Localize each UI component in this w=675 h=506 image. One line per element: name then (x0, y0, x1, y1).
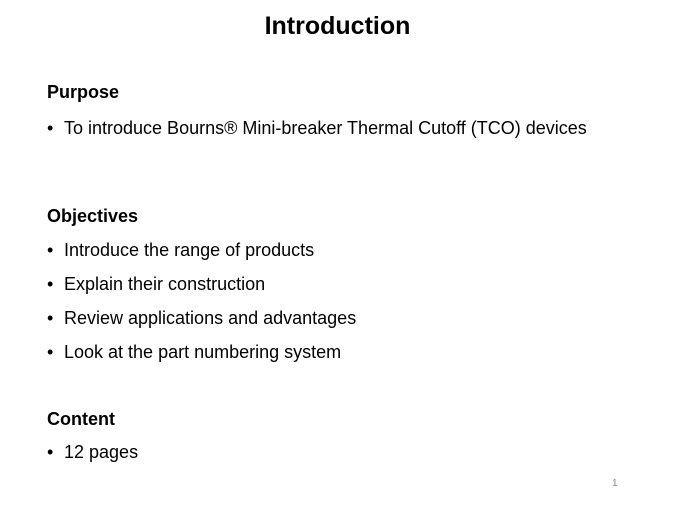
slide-title: Introduction (264, 12, 411, 40)
content-item-pages: • 12 pages (47, 441, 627, 463)
content-list (47, 441, 627, 463)
content-section (47, 408, 627, 463)
objectives-section (47, 205, 627, 363)
purpose-item: • To introduce Bourns® Mini-breaker Thermal Cutoff (TCO) devices (47, 117, 627, 139)
purpose-list (47, 117, 627, 139)
purpose-section (47, 81, 627, 139)
content-heading: Content (47, 409, 115, 429)
purpose-heading: Purpose (47, 82, 120, 102)
objectives-heading: Objectives (47, 206, 139, 226)
objectives-item-part-numbering: • Look at the part numbering system (47, 341, 627, 363)
objectives-item-applications: • Review applications and advantages (47, 307, 627, 329)
objectives-item-construction: • Explain their construction (47, 273, 627, 295)
objectives-item-range: • Introduce the range of products (47, 239, 627, 261)
page-number: 1 (612, 478, 618, 489)
objectives-list (47, 239, 627, 363)
